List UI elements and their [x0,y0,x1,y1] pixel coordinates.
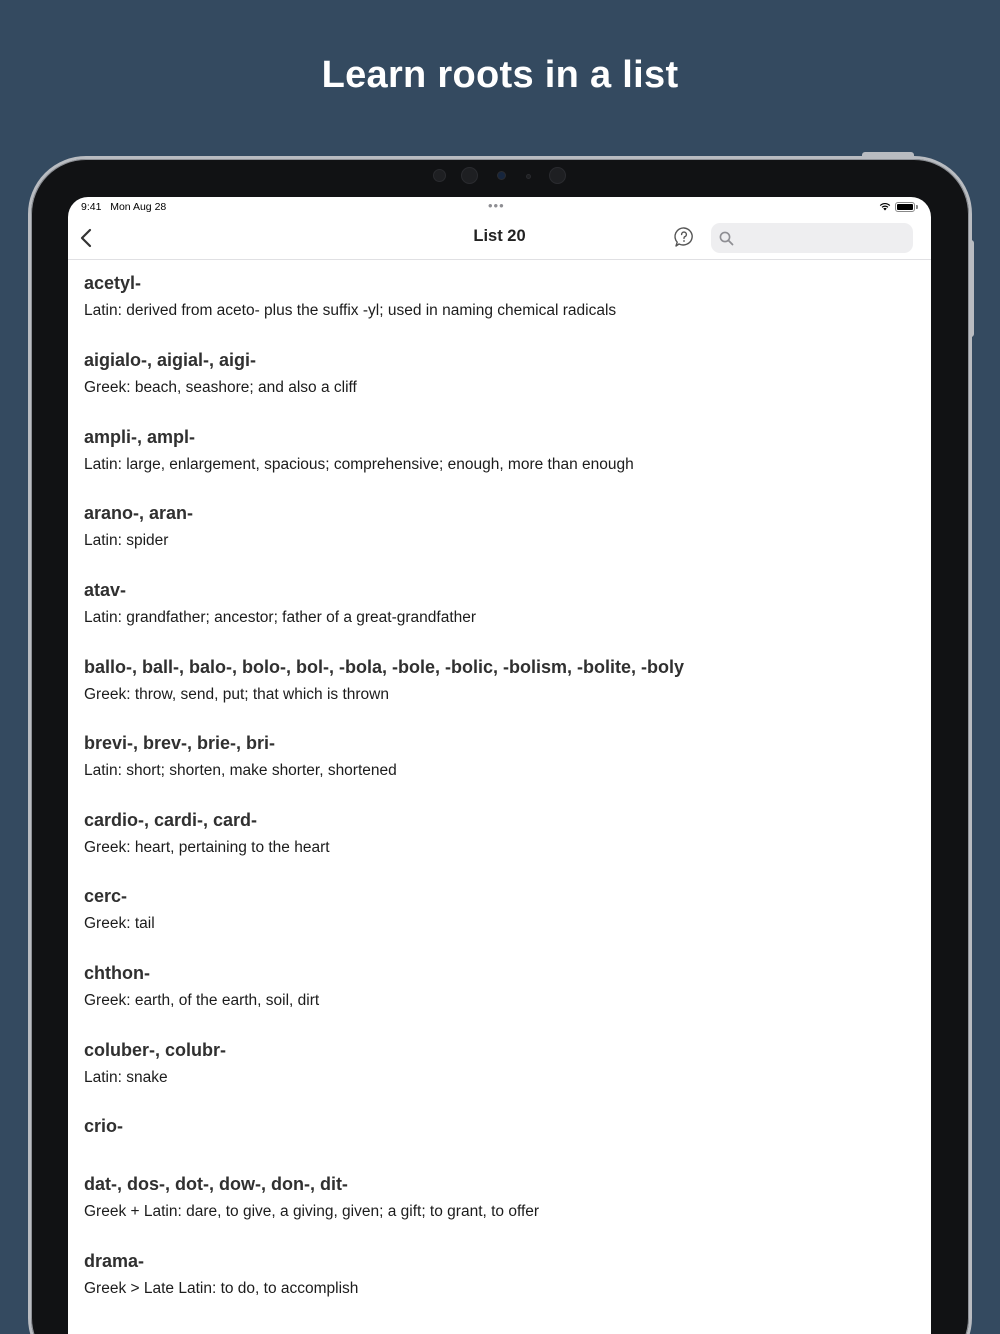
root-definition: Greek: heart, pertaining to the heart [84,839,330,856]
navigation-bar [68,217,931,260]
root-definition: Greek: tail [84,915,155,932]
root-definition: Latin: snake [84,1069,168,1086]
root-name: drama- [84,1251,145,1271]
root-name: cardio-, cardi-, card- [84,810,258,830]
search-input[interactable] [739,227,907,249]
question-bubble-icon [672,225,696,249]
help-button[interactable] [672,225,696,249]
list-item[interactable] [84,809,914,858]
multitasking-dots[interactable]: ••• [488,198,505,213]
sensor-dot [433,169,446,182]
list-item[interactable] [84,349,914,398]
list-item[interactable] [84,579,914,628]
root-name: atav- [84,580,127,600]
list-item[interactable] [84,1039,914,1088]
status-time: 9:41 Mon Aug 28 [81,201,167,213]
root-name: chthon- [84,963,150,983]
list-item[interactable] [84,426,914,475]
list-item[interactable] [84,1115,914,1144]
wifi-icon [879,202,891,211]
app-screen [68,197,931,1334]
page-title: List 20 [473,227,526,245]
root-name: ballo-, ball-, balo-, bolo-, bol-, -bola, -bole, -bolic, -bolism, -bolite, -boly [84,657,684,677]
search-icon [719,231,734,246]
camera-lens [497,171,506,180]
battery-cap [916,205,918,209]
root-definition: Latin: spider [84,532,169,549]
status-bar [68,197,931,217]
root-definition: Latin: large, enlargement, spacious; comprehensive; enough, more than enough [84,456,634,473]
list-item[interactable] [84,272,914,321]
status-date: Mon Aug 28 [110,201,167,213]
sensor-dot [461,167,478,184]
list-item[interactable] [84,1250,914,1299]
search-field[interactable] [711,223,913,253]
root-name: brevi-, brev-, brie-, bri- [84,733,276,753]
root-definition: Greek: earth, of the earth, soil, dirt [84,992,320,1009]
list-item[interactable] [84,885,914,934]
root-definition: Latin: derived from aceto- plus the suffix -yl; used in naming chemical radicals [84,302,617,319]
list-item[interactable] [84,656,914,705]
headline: Learn roots in a list [321,54,679,96]
root-name: ampli-, ampl- [84,427,196,447]
battery-icon [895,202,915,212]
root-definition: Greek: beach, seashore; and also a cliff [84,379,357,396]
list-item[interactable] [84,502,914,551]
sensor-dot [526,174,531,179]
root-definition: Latin: short; shorten, make shorter, shortened [84,762,397,779]
root-name: acetyl- [84,273,142,293]
sensor-dot [549,167,566,184]
list-item[interactable] [84,732,914,781]
root-name: aigialo-, aigial-, aigi- [84,350,257,370]
root-definition: Greek: throw, send, put; that which is thrown [84,686,389,703]
root-name: dat-, dos-, dot-, dow-, don-, dit- [84,1174,348,1194]
root-name: arano-, aran- [84,503,194,523]
root-definition: Greek > Late Latin: to do, to accomplish [84,1280,359,1297]
root-name: cerc- [84,886,128,906]
root-definition: Latin: grandfather; ancestor; father of a great-grandfather [84,609,477,626]
root-name: crio- [84,1116,124,1136]
list-item[interactable] [84,1173,914,1222]
list-item[interactable] [84,962,914,1011]
root-definition: Greek + Latin: dare, to give, a giving, given; a gift; to grant, to offer [84,1203,540,1220]
root-name: coluber-, colubr- [84,1040,227,1060]
